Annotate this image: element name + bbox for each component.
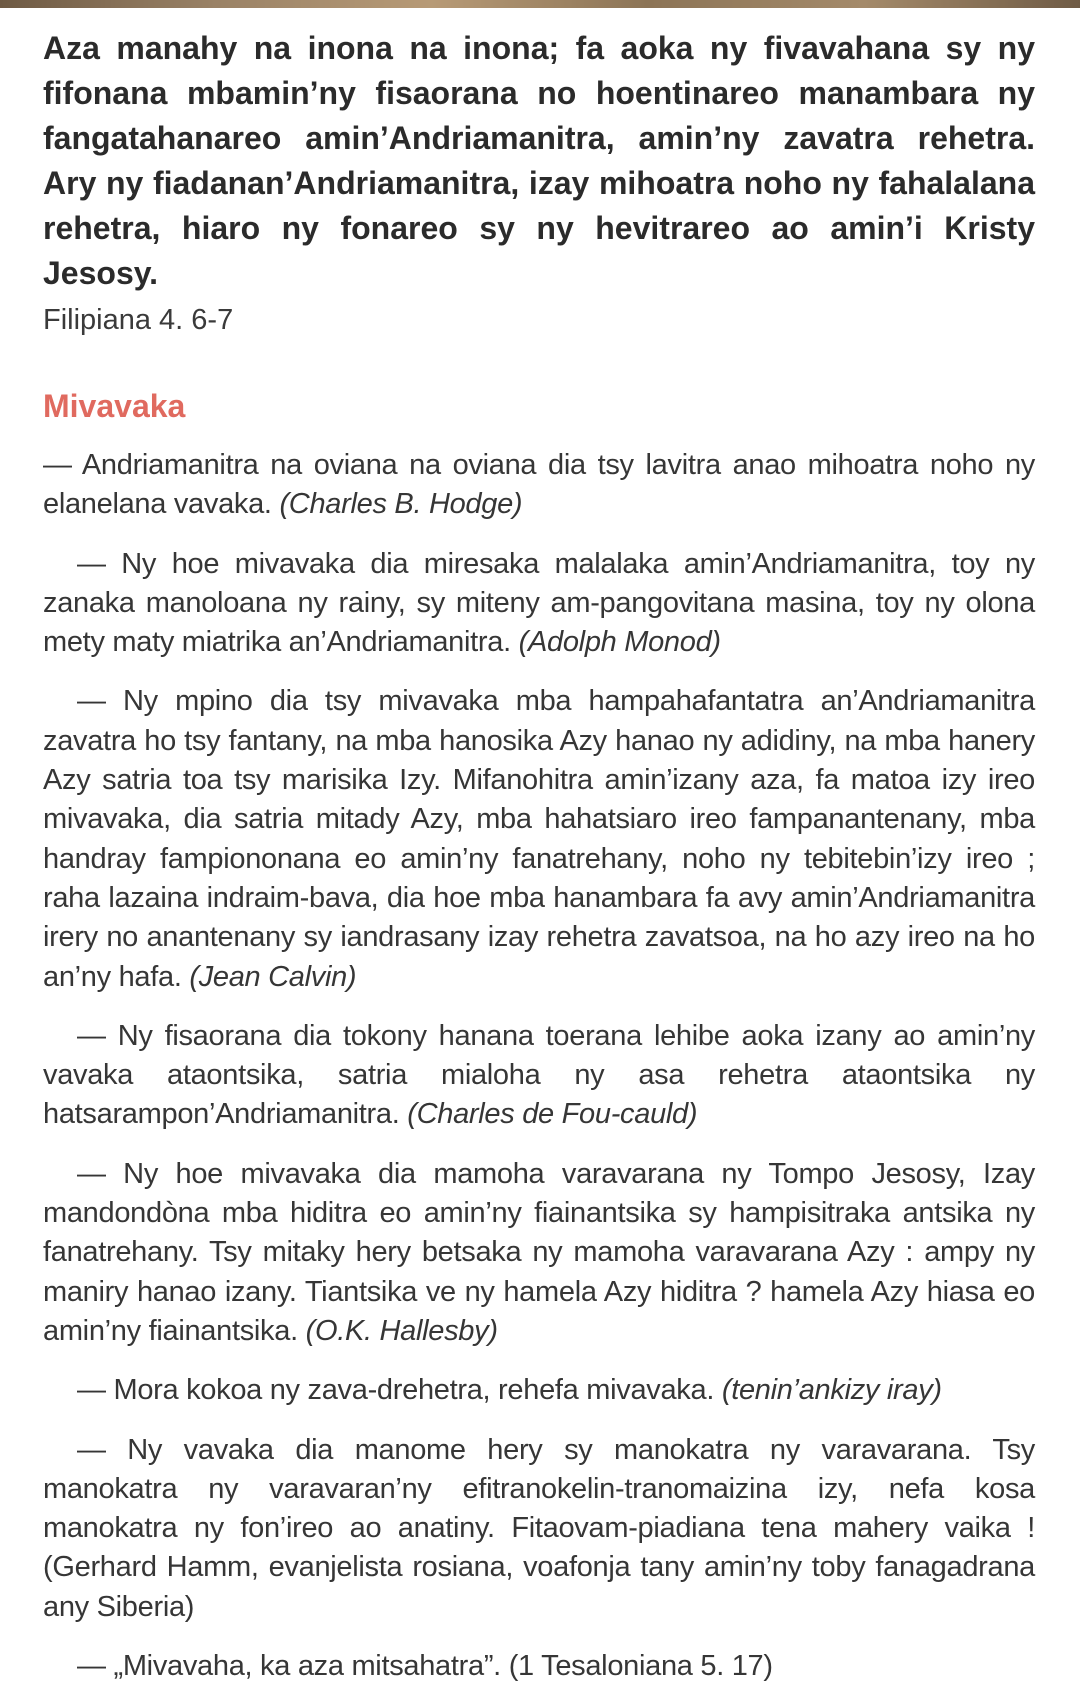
quote-item — [43, 1155, 1035, 1351]
bible-verse: Aza manahy na inona na inona; fa aoka ny fivavahana sy ny fifonana mbamin’ny fisaorana no hoentinareo manambara ny fangatahanareo amin’Andriamanitra, amin’ny zavatra rehetra. Ary ny fiadanan’Andriamanitra, izay mihoatra noho ny fahalalana rehetra, hiaro ny fonareo sy ny hevitrareo ao amin’i Kristy Jesosy. — [43, 30, 1035, 291]
quote-text: — Ny hoe mivavaka dia miresaka malalaka amin’Andriamanitra, toy ny zanaka manoloana ny rainy, sy miteny am-pangovitana masina, toy ny olona mety maty miatrika an’Andriamanitra. — [43, 547, 1035, 659]
quote-item — [43, 1431, 1035, 1627]
quote-author: (Jean Calvin) — [189, 960, 357, 993]
verse-reference: Filipiana 4. 6-7 — [43, 304, 234, 336]
quote-text: — „Mivavaha, ka aza mitsahatra”. (1 Tesaloniana 5. 17) — [77, 1650, 773, 1683]
quote-author: (tenin’ankizy iray) — [721, 1374, 942, 1407]
quote-item — [43, 545, 1035, 663]
quote-item — [43, 1647, 1035, 1686]
quote-text: — Ny fisaorana dia tokony hanana toerana lehibe aoka izany ao amin’ny vavaka ataontsika, satria mialoha ny asa rehetra ataontsika ny hatsarampon’Andriamanitra. — [43, 1019, 1035, 1131]
quote-text: — Ny mpino dia tsy mivavaka mba hampahafantatra an’Andriamanitra zavatra ho tsy fantany, na mba hanosika Azy hanao ny adidiny, na mba hanery Azy satria toa tsy marisika Izy. Mifanohitra amin’izany aza, fa matoa izy ireo mivavaka, dia satria mitady Azy, mba hahatsiaro ireo fampanantenany, mba handray fampiononana eo amin’ny fanatrehany, noho ny tebitebin’izy ireo ; raha lazaina indraim-bava, dia hoe mba hanambara fa avy amin’Andriamanitra irery no anantenany sy iandrasany izay rehetra zavatsoa, na ho azy ireo na ho an’ny hafa. — [43, 685, 1035, 993]
quote-text: — Mora kokoa ny zava-drehetra, rehefa mivavaka. — [77, 1374, 722, 1407]
quote-item — [43, 682, 1035, 996]
quote-text: — Ny hoe mivavaka dia mamoha varavarana ny Tompo Jesosy, Izay mandondòna mba hiditra eo amin’ny fiainantsika sy hampisitraka antsika ny fanatrehany. Tsy mitaky hery betsaka ny mamoha varavarana Azy : ampy ny maniry hanao izany. Tiantsika ve ny hamela Azy hiditra ? hamela Azy hiasa eo amin’ny fiainantsika. — [43, 1157, 1035, 1347]
quote-text: — Andriamanitra na oviana na oviana dia tsy lavitra anao mihoatra noho ny elanelana vavaka. — [43, 449, 1035, 521]
quote-item — [43, 446, 1035, 525]
quote-author: (Adolph Monod) — [518, 626, 721, 659]
quote-text: — Ny vavaka dia manome hery sy manokatra ny varavarana. Tsy manokatra ny varavaran’ny efitranokelin-tranomaizina izy, nefa kosa manokatra ny fon’ireo ao anatiny. Fitaovam-piadiana tena mahery vaika ! (Gerhard Hamm, evanjelista rosiana, voafonja tany amin’ny toby fanagadrana any Siberia) — [43, 1433, 1035, 1623]
quote-item — [43, 1017, 1035, 1135]
section-title: Mivavaka — [43, 388, 186, 424]
quote-author: (O.K. Hallesby) — [305, 1314, 498, 1347]
article-content — [43, 26, 1035, 1686]
quote-item — [43, 1371, 1035, 1410]
quote-author: (Charles B. Hodge) — [279, 488, 523, 521]
quote-author: (Charles de Fou-cauld) — [407, 1098, 698, 1131]
top-image-strip — [0, 0, 1080, 8]
